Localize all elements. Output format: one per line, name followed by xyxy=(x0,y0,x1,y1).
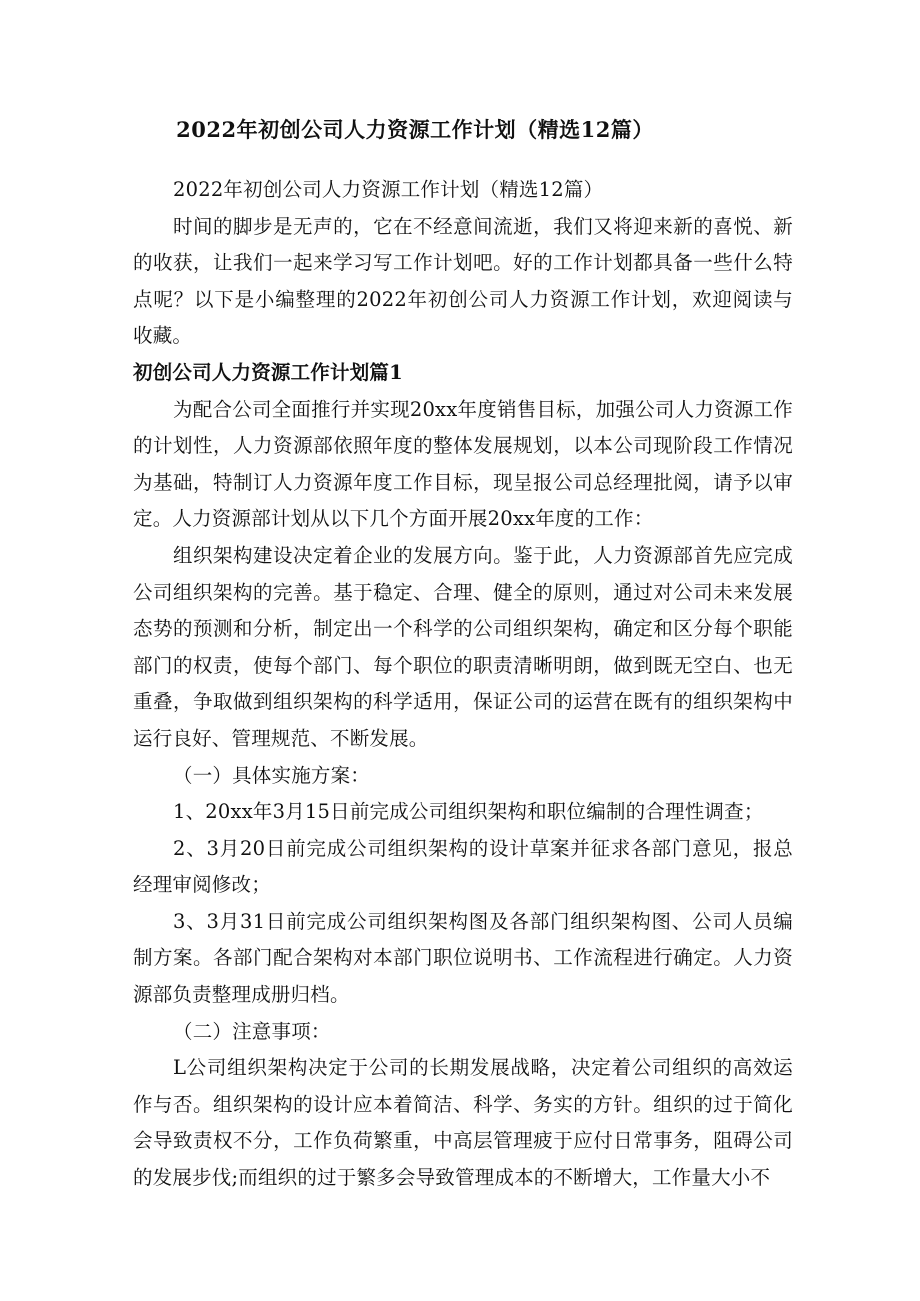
document-title: 2022年初创公司人力资源工作计划（精选12篇） xyxy=(176,117,654,142)
body-paragraph: 为配合公司全面推行并实现20xx年度销售目标，加强公司人力资源工作的计划性，人力资源部依照年度的整体发展规划，以本公司现阶段工作情况为基础，特制订人力资源年度工作目标，现呈报公司总经理批阅，请予以审定。人力资源部计划从以下几个方面开展20xx年度的工作： xyxy=(133,397,793,531)
list-item: 3、3月31日前完成公司组织架构图及各部门组织架构图、公司人员编制方案。各部门配合架构对本部门职位说明书、工作流程进行确定。人力资源部负责整理成册归档。 xyxy=(133,909,793,1007)
intro-paragraph: 时间的脚步是无声的，它在不经意间流逝，我们又将迎来新的喜悦、新的收获，让我们一起来学习写工作计划吧。好的工作计划都具备一些什么特点呢？以下是小编整理的2022年初创公司人力资源工作计划，欢迎阅读与收藏。 xyxy=(133,214,793,348)
subsection-heading: （二）注意事项： xyxy=(173,1019,331,1043)
section-heading: 初创公司人力资源工作计划篇1 xyxy=(133,360,403,384)
document-body xyxy=(133,172,793,1197)
list-item: 2、3月20日前完成公司组织架构的设计草案并征求各部门意见，报总经理审阅修改； xyxy=(133,836,793,897)
body-paragraph: L公司组织架构决定于公司的长期发展战略，决定着公司组织的高效运作与否。组织架构的设计应本着简洁、科学、务实的方针。组织的过于简化会导致责权不分，工作负荷繁重，中高层管理疲于应付日常事务，阻碍公司的发展步伐;而组织的过于繁多会导致管理成本的不断增大，工作量大小不 xyxy=(133,1056,793,1190)
list-item: 1、20xx年3月15日前完成公司组织架构和职位编制的合理性调查； xyxy=(173,800,764,824)
subtitle-paragraph: 2022年初创公司人力资源工作计划（精选12篇） xyxy=(173,178,604,201)
subsection-heading: （一）具体实施方案： xyxy=(173,763,371,787)
body-paragraph: 组织架构建设决定着企业的发展方向。鉴于此，人力资源部首先应完成公司组织架构的完善。基于稳定、合理、健全的原则，通过对公司未来发展态势的预测和分析，制定出一个科学的公司组织架构，确定和区分每个职能部门的权责，使每个部门、每个职位的职责清晰明朗，做到既无空白、也无重叠，争取做到组织架构的科学适用，保证公司的运营在既有的组织架构中运行良好、管理规范、不断发展。 xyxy=(133,543,793,750)
